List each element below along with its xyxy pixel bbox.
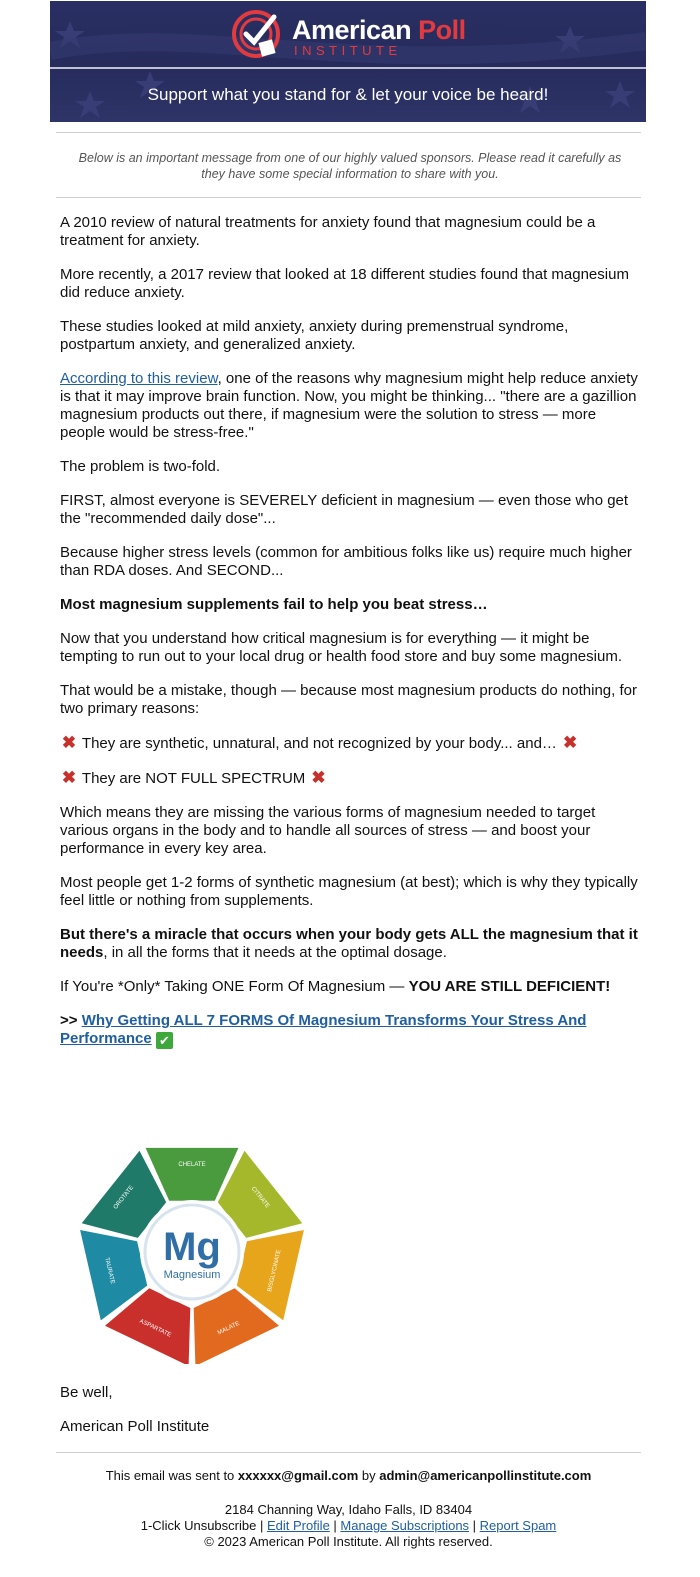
cross-mark-icon: ✖ xyxy=(562,733,578,752)
paragraph: Which means they are missing the various forms of magnesium needed to target various organs in the body and to handle all sources of stress — and boost your performance in every key area. xyxy=(60,804,596,857)
email-footer xyxy=(56,1468,641,1550)
sponsor-note: Below is an important message from one of our highly valued sponsors. Please read it carefully as they have some special information to share with you. xyxy=(78,151,622,181)
report-spam-link[interactable]: Report Spam xyxy=(479,1518,557,1533)
copyright: © 2023 American Poll Institute. All rights reserved. xyxy=(204,1534,493,1549)
mg-segment-label: CHELATE xyxy=(178,1162,206,1168)
paragraph: That would be a mistake, though — because most magnesium products do nothing, for two primary reasons: xyxy=(60,682,637,717)
cta-link[interactable]: Why Getting ALL 7 FORMS Of Magnesium Transforms Your Stress And Performance xyxy=(60,1012,587,1047)
mg-segment-label: MALATE xyxy=(216,1320,241,1337)
mg-segment-label: CITRATE xyxy=(249,1186,271,1210)
checkmark-ballot-icon xyxy=(230,7,286,61)
message-body xyxy=(60,214,640,1065)
mg-segment-label: ASPARTATE xyxy=(138,1318,172,1339)
divider-sponsor xyxy=(56,197,641,198)
footer-address: 2184 Channing Way, Idaho Falls, ID 83404 xyxy=(224,1502,473,1517)
mg-symbol: Mg xyxy=(163,1225,221,1269)
paragraph: Most people get 1-2 forms of synthetic magnesium (at best); which is why they typically feel little or nothing from supplements. xyxy=(60,874,638,909)
paragraph: The problem is two-fold. xyxy=(60,458,221,475)
sender-email: admin@americanpollinstitute.com xyxy=(379,1468,592,1483)
paragraph: FIRST, almost everyone is SEVERELY deficient in magnesium — even those who get the "recommended daily dose"... xyxy=(60,492,629,527)
cta-paragraph: >> Why Getting ALL 7 FORMS Of Magnesium Transforms Your Stress And Performance ✔ xyxy=(60,1012,587,1048)
mg-segment-label: BISGLYCINATE xyxy=(267,1249,283,1293)
sent-to-line: This email was sent to xxxxxx@gmail.com by admin@americanpollinstitute.com xyxy=(105,1468,592,1483)
magnesium-forms-graphic[interactable] xyxy=(76,1134,308,1364)
edit-profile-link[interactable]: Edit Profile xyxy=(266,1518,330,1533)
paragraph: But there's a miracle that occurs when your body gets ALL the magnesium that it needs, in all the forms that it needs at the optimal dosage. xyxy=(60,926,638,961)
paragraph: According to this review, one of the reasons why magnesium might help reduce anxiety is that it may improve brain function. Now, you might be thinking... "there are a gazillion magnesium products out there, if magnesium were the solution to stress — more people would be stress-free." xyxy=(60,370,638,441)
paragraph-heading: Most magnesium supplements fail to help you beat stress… xyxy=(60,596,488,613)
paragraph: More recently, a 2017 review that looked at 18 different studies found that magnesium did reduce anxiety. xyxy=(60,266,629,301)
signoff-signature: American Poll Institute xyxy=(60,1418,210,1435)
check-mark-icon: ✔ xyxy=(156,1032,173,1049)
paragraph: Now that you understand how critical magnesium is for everything — it might be tempting to run out to your local drug or health food store and buy some magnesium. xyxy=(60,630,622,665)
mg-segment-label: TAURATE xyxy=(103,1256,116,1285)
header-banner xyxy=(50,1,646,122)
brand-logo[interactable] xyxy=(230,7,520,61)
paragraph: These studies looked at mild anxiety, anxiety during premenstrual syndrome, postpartum anxiety, and generalized anxiety. xyxy=(60,318,569,353)
paragraph: A 2010 review of natural treatments for anxiety found that magnesium could be a treatment for anxiety. xyxy=(60,214,596,249)
signoff-greeting: Be well, xyxy=(60,1384,113,1401)
brand-subtitle: INSTITUTE xyxy=(294,43,402,58)
paragraph: If You're *Only* Taking ONE Form Of Magnesium — YOU ARE STILL DEFICIENT! xyxy=(60,978,611,995)
divider-top xyxy=(56,132,641,133)
manage-subscriptions-link[interactable]: Manage Subscriptions xyxy=(340,1518,470,1533)
brand-name: American Poll xyxy=(292,15,466,45)
cross-mark-icon: ✖ xyxy=(311,768,326,787)
bullet-spectrum: ✖ They are NOT FULL SPECTRUM ✖ xyxy=(61,768,326,787)
mg-segment-label: OROTATE xyxy=(112,1184,136,1211)
recipient-email: xxxxxx@gmail.com xyxy=(237,1468,359,1483)
review-link[interactable]: According to this review xyxy=(60,370,218,387)
cross-mark-icon: ✖ xyxy=(61,733,77,752)
banner-divider xyxy=(50,67,646,69)
mg-label: Magnesium xyxy=(163,1269,221,1281)
footer-links: 1-Click Unsubscribe | Edit Profile | Manage Subscriptions | Report Spam xyxy=(140,1518,557,1533)
unsubscribe-text[interactable]: 1-Click Unsubscribe xyxy=(140,1518,257,1533)
signoff xyxy=(60,1384,209,1436)
cross-mark-icon: ✖ xyxy=(61,768,77,787)
banner-tagline: Support what you stand for & let your voice be heard! xyxy=(147,85,549,104)
bullet-synthetic: ✖ They are synthetic, unnatural, and not recognized by your body... and… ✖ xyxy=(61,733,578,752)
divider-footer xyxy=(56,1452,641,1453)
paragraph: Because higher stress levels (common for ambitious folks like us) require much higher than RDA doses. And SECOND... xyxy=(60,544,632,579)
